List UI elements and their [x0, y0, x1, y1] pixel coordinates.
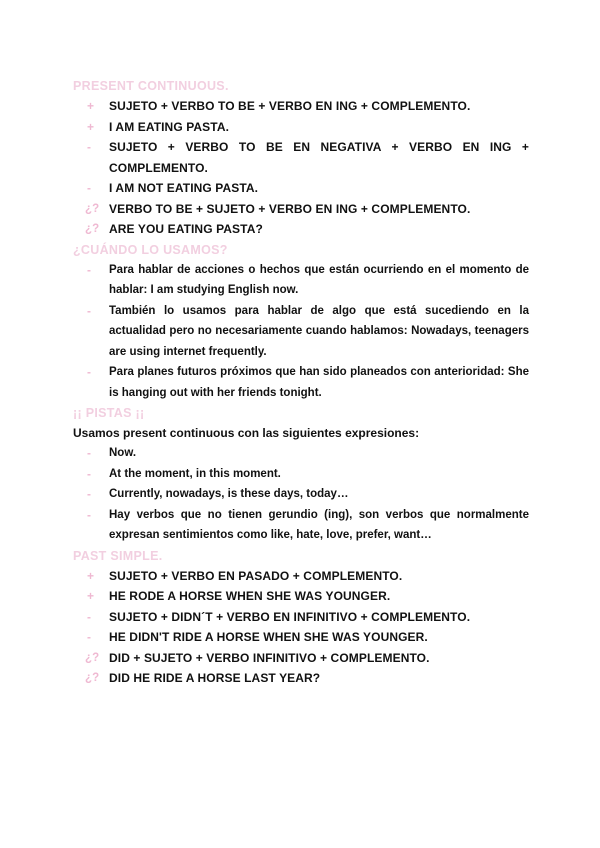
- minus-bullet-icon: -: [87, 262, 91, 277]
- list-item: [73, 464, 529, 485]
- minus-bullet-icon: -: [87, 365, 91, 379]
- section-heading-past-simple: PAST SIMPLE.: [73, 548, 163, 563]
- plus-bullet-icon: +: [87, 589, 95, 603]
- list-item: [73, 96, 529, 117]
- list-item-text: SUJETO + VERBO EN PASADO + COMPLEMENTO.: [109, 568, 403, 583]
- list-item: [73, 668, 529, 689]
- when-to-use-list: [73, 260, 529, 404]
- minus-bullet-icon: -: [87, 303, 91, 318]
- list-item-text: At the moment, in this moment.: [109, 467, 281, 480]
- minus-bullet-icon: -: [87, 507, 91, 522]
- question-bullet-icon: ¿?: [85, 223, 100, 235]
- minus-bullet-icon: -: [87, 487, 91, 501]
- minus-bullet-icon: -: [87, 466, 91, 481]
- section-heading-tips: ¡¡ PISTAS ¡¡: [73, 406, 145, 420]
- list-item-text: VERBO TO BE + SUJETO + VERBO EN ING + COMPLEMENTO.: [109, 201, 471, 216]
- list-item-text: También lo usamos para hablar de algo que está sucediendo en la actualidad pero no necesariamente cuando hablamos: Nowadays, teenagers are using internet frequently.: [109, 304, 529, 358]
- list-item-text: Now.: [109, 447, 137, 459]
- list-item: [73, 586, 529, 607]
- list-item-text: HE RODE A HORSE WHEN SHE WAS YOUNGER.: [109, 589, 391, 603]
- list-item: [73, 607, 529, 628]
- past-simple-list: [73, 566, 529, 689]
- list-item: [73, 484, 529, 505]
- list-item: [73, 137, 529, 178]
- minus-bullet-icon: -: [87, 140, 92, 154]
- list-item-text: SUJETO + VERBO TO BE + VERBO EN ING + COMPLEMENTO.: [109, 99, 471, 113]
- document-content: [73, 76, 529, 689]
- tips-list: [73, 443, 529, 546]
- plus-bullet-icon: +: [87, 119, 95, 134]
- list-item-text: I AM NOT EATING PASTA.: [109, 181, 259, 195]
- list-item-text: DID + SUJETO + VERBO INFINITIVO + COMPLEMENTO.: [109, 650, 430, 665]
- list-item: [73, 362, 529, 403]
- list-item: [73, 219, 529, 240]
- list-item-text: DID HE RIDE A HORSE LAST YEAR?: [109, 671, 321, 685]
- question-bullet-icon: ¿?: [85, 651, 100, 664]
- minus-bullet-icon: -: [87, 181, 92, 195]
- list-item: [73, 301, 529, 363]
- minus-bullet-icon: -: [87, 630, 92, 644]
- question-bullet-icon: ¿?: [85, 672, 100, 684]
- section-heading-when-to-use: ¿CUÁNDO LO USAMOS?: [73, 242, 228, 257]
- list-item: [73, 566, 529, 587]
- list-item: [73, 117, 529, 138]
- list-item-text: SUJETO + VERBO TO BE EN NEGATIVA + VERBO EN ING + COMPLEMENTO.: [109, 140, 529, 175]
- question-bullet-icon: ¿?: [85, 202, 100, 215]
- present-continuous-list: [73, 96, 529, 240]
- list-item: [73, 178, 529, 199]
- tips-intro: Usamos present continuous con las siguientes expresiones:: [73, 426, 420, 440]
- plus-bullet-icon: +: [87, 99, 95, 113]
- minus-bullet-icon: -: [87, 446, 91, 460]
- plus-bullet-icon: +: [87, 568, 95, 583]
- list-item: [73, 443, 529, 464]
- list-item: [73, 627, 529, 648]
- list-item-text: HE DIDN'T RIDE A HORSE WHEN SHE WAS YOUNGER.: [109, 630, 428, 644]
- minus-bullet-icon: -: [87, 609, 92, 624]
- list-item-text: ARE YOU EATING PASTA?: [109, 222, 263, 236]
- list-item-text: Currently, nowadays, is these days, today…: [109, 488, 349, 500]
- list-item: [73, 648, 529, 669]
- list-item: [73, 260, 529, 301]
- list-item-text: Para planes futuros próximos que han sido planeados con anterioridad: She is hanging out with her friends tonight.: [109, 366, 529, 399]
- list-item: [73, 505, 529, 546]
- list-item-text: Para hablar de acciones o hechos que están ocurriendo en el momento de hablar: I am studying English now.: [109, 263, 529, 296]
- list-item-text: Hay verbos que no tienen gerundio (ing), son verbos que normalmente expresan sentimientos como like, hate, love, prefer, want…: [109, 508, 529, 541]
- list-item-text: I AM EATING PASTA.: [109, 119, 230, 134]
- list-item-text: SUJETO + DIDN´T + VERBO EN INFINITIVO + COMPLEMENTO.: [109, 609, 471, 624]
- list-item: [73, 199, 529, 220]
- section-heading-present-continuous: PRESENT CONTINUOUS.: [73, 79, 229, 93]
